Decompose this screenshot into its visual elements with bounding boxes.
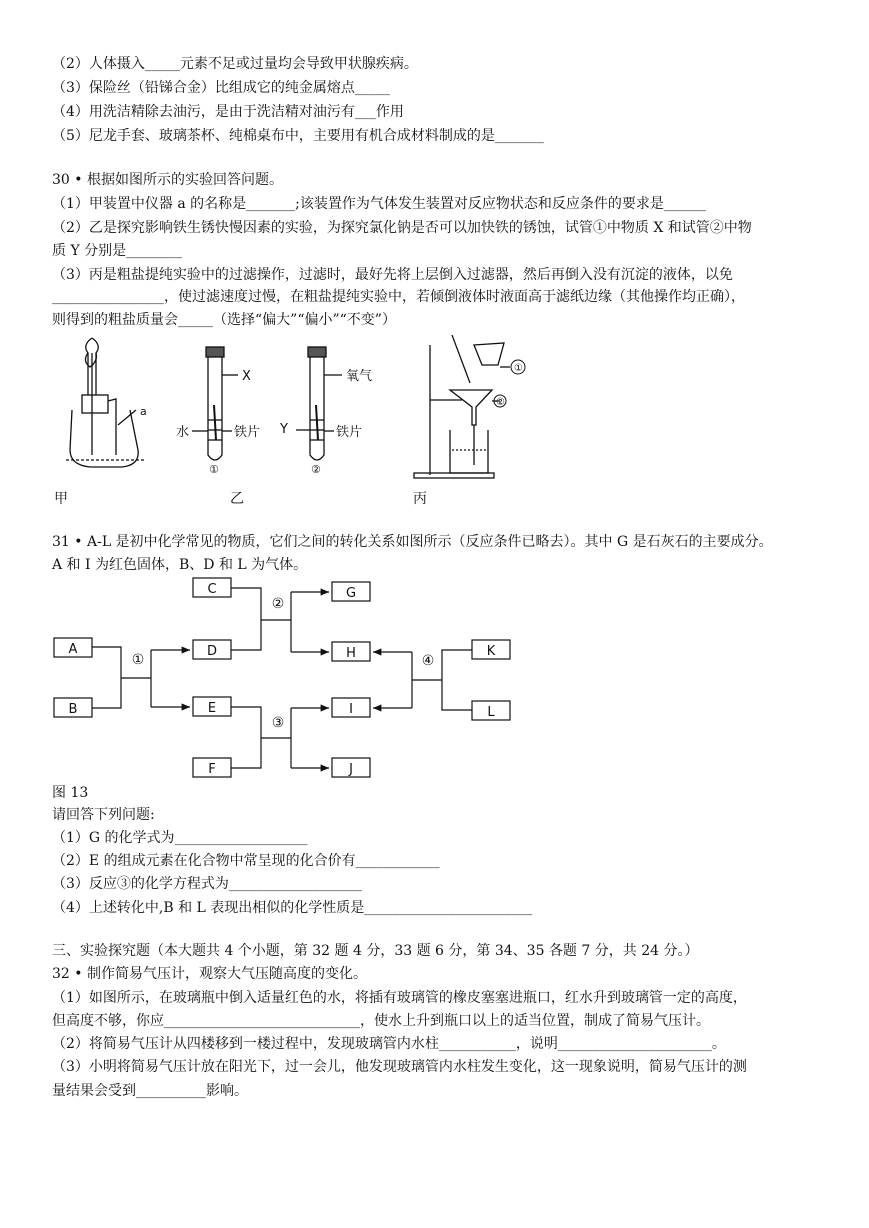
q31-flow-diagram [0,570,560,785]
q31-stem-2: A 和 I 为红色固体，B、D 和 L 为气体。 [52,557,308,573]
node-I: I [349,702,353,717]
filter-label-1: ① [514,363,523,374]
q32-part-1a: （1）如图所示，在玻璃瓶中倒入适量红色的水，将插有玻璃管的橡皮塞塞进瓶口，红水升到玻璃管一定的高度， [52,990,747,1006]
tube1-number: ① [209,463,219,476]
q30-part-2a: （2）乙是探究影响铁生锈快慢因素的实验，为探究氯化钠是否可以加快铁的锈蚀，试管①中物质 X 和试管②中物 [52,220,752,236]
node-A: A [68,642,78,657]
q32-stem: 32 • 制作简易气压计，观察大气压随高度的变化。 [52,966,367,982]
node-D: D [206,644,218,659]
q31-answer-1: （1）G 的化学式为___________________ [52,830,308,846]
q29-item-4: （4）用洗洁精除去油污，是由于洗洁精对油污有___作用 [52,104,404,120]
test-tube-2 [296,347,342,460]
tube2-gas-label: 氧气 [346,369,373,384]
reaction-1-label: ① [131,652,145,668]
q30-part-3c: 则得到的粗盐质量会_____（选择“偏大”“偏小”“不变”） [52,312,396,328]
q31-figure-caption: 图 13 [52,785,89,801]
figure-label-yi: 乙 [230,491,244,507]
q30-stem: 30 • 根据如图所示的实验回答问题。 [52,172,283,188]
q32-part-2: （2）将简易气压计从四楼移到一楼过程中，发现玻璃管内水柱___________，说明______________________。 [52,1036,726,1052]
reaction-2-label: ② [271,596,285,612]
flask-apparatus [66,338,147,467]
section-3-title: 三、实验探究题（本大题共 4 个小题，第 32 题 4 分，33 题 6 分，第 34、35 各题 7 分，共 24 分。） [52,943,699,959]
node-L: L [487,705,495,720]
q29-item-5: （5）尼龙手套、玻璃茶杯、纯棉桌布中，主要用有机合成材料制成的是_______ [52,128,544,144]
q29-item-2: （2）人体摄入_____元素不足或过量均会导致甲状腺疾病。 [52,56,418,72]
q32-part-3a: （3）小明将简易气压计放在阳光下，过一会儿，他发现玻璃管内水柱发生变化，这一现象说明，简易气压计的测 [52,1059,747,1075]
node-F: F [208,762,216,777]
node-K: K [486,644,496,659]
q30-part-3b: ________________，使过滤速度过慢，在粗盐提纯实验中，若倾倒液体时液面高于滤纸边缘（其他操作均正确）， [52,289,745,305]
reaction-4-label: ④ [421,653,435,669]
q31-ask: 请回答下列问题: [52,807,155,823]
test-tube-1 [192,347,238,460]
tube2-number: ② [311,463,321,476]
node-J: J [349,762,353,777]
figure-label-bing: 丙 [413,491,427,507]
tube1-water-label: 水 [176,425,190,440]
tube2-y-label: Y [280,422,288,437]
flask-label-a: a [140,405,147,418]
q31-answer-3: （3）反应③的化学方程式为___________________ [52,876,362,892]
q31-answer-2: （2）E 的组成元素在化合物中常呈现的化合价有____________ [52,853,440,869]
node-E: E [207,701,217,716]
q30-part-2b: 质 Y 分别是________ [52,243,183,259]
q31-stem-1: 31 • A-L 是初中化学常见的物质，它们之间的转化关系如图所示（反应条件已略去）。其中 G 是石灰石的主要成分。 [52,534,773,550]
node-H: H [346,646,356,661]
tube1-iron-label: 铁片 [234,425,261,440]
q30-part-3a: （3）丙是粗盐提纯实验中的过滤操作，过滤时，最好先将上层倒入过滤器，然后再倒入没有沉淀的液体，以免 [52,267,733,283]
q32-part-3b: 量结果会受到__________影响。 [52,1083,248,1099]
q32-part-1b: 但高度不够，你应____________________________，使水上升到瓶口以上的适当位置，制成了简易气压计。 [52,1013,710,1029]
q30-part-1: （1）甲装置中仪器 a 的名称是_______;该装置作为气体发生装置对反应物状态和反应条件的要求是______ [52,196,706,212]
tube1-x-label: X [242,369,251,384]
filter-label-2: ② [496,397,505,408]
figure-label-jia: 甲 [54,491,68,507]
q30-figure [52,335,552,485]
node-C: C [207,582,217,597]
node-B: B [68,702,78,717]
tube2-iron-label: 铁片 [336,425,363,440]
node-G: G [345,586,357,601]
q31-answer-4: （4）上述转化中,B 和 L 表现出相似的化学性质是________________________ [52,900,533,916]
q29-item-3: （3）保险丝（铅锑合金）比组成它的纯金属熔点_____ [52,80,390,96]
reaction-3-label: ③ [271,715,285,731]
